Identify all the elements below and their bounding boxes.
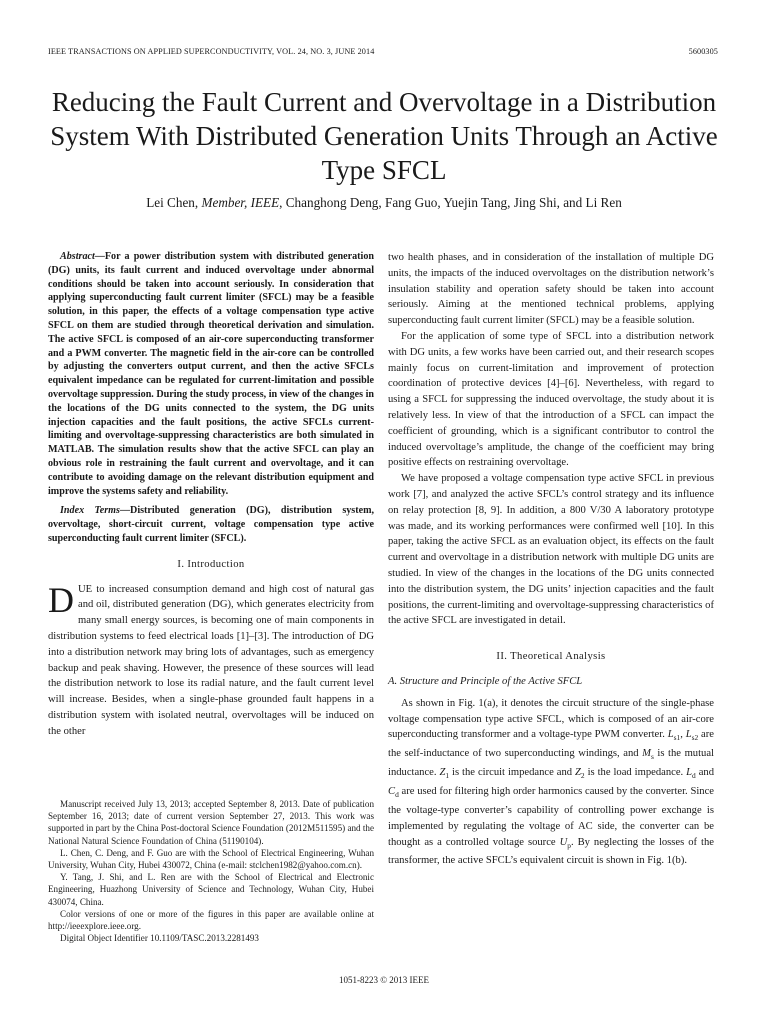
author-rest: , Changhong Deng, Fang Guo, Yuejin Tang, Jing Shi, and Li Ren bbox=[279, 195, 622, 210]
subsection-heading: A. Structure and Principle of the Active SFCL bbox=[388, 675, 583, 687]
symbol-ls2: L bbox=[685, 729, 692, 741]
intro-text: UE to increased consumption demand and high cost of natural gas and oil, distributed generation (DG), which generates electricity from many small energy sources, is becoming one of main components in distribution systems to feed electrical loads [1]–[3]. The introduction of DG into a distribution network may bring lots of advantages, such as emergency backup and peak shaving. However, the presence of these sources will lead the distribution network to lose its radial nature, and the fault current level will increase. Besides, when a single-phase grounded fault happens in a distribution system with isolated neutral, overvoltages will be induced on the other bbox=[48, 583, 374, 737]
theory-text-c: is the mutual inductance. bbox=[388, 748, 714, 779]
abstract bbox=[48, 250, 374, 498]
left-column bbox=[48, 250, 374, 740]
theory-text-a: As shown in Fig. 1(a), it denotes the circuit structure of the single-phase voltage compensation type active SFCL, which is composed of an air-core superconducting transformer and a voltage-type PWM converter. bbox=[388, 697, 714, 741]
right-paragraph-2: For the application of some type of SFCL into a distribution network with DG units, a few works have been carried out, and their research scopes mainly focus on current-limitation and improvement of protection coordination of protective devices [4]–[6]. Nevertheless, with regard to using a SFCL for suppressing the induced overvoltage, the study about it is relatively less. In view of that the introduction of a SFCL can impact the coefficient of grounding, which is a significant contributor to control the induced overvoltage’s amplitude, the change of the coefficient may bring positive effects on restraining overvoltage. bbox=[388, 330, 714, 469]
footnote-doi: Digital Object Identifier 10.1109/TASC.2013.2281493 bbox=[60, 933, 259, 944]
symbol-up-sub: p bbox=[567, 840, 571, 850]
theory-text-e: is the load impedance. bbox=[584, 767, 687, 779]
symbol-ls1-sub: s1 bbox=[673, 733, 681, 743]
theory-text-d: is the circuit impedance and bbox=[449, 767, 576, 779]
footnote-manuscript: Manuscript received July 13, 2013; accepted September 8, 2013. Date of publication September 16, 2013; date of current version September 27, 2013. This work was supported in part by the China Post-doctoral Science Foundation (2012M511595) and the National Natural Science Foundation of China (51190104). bbox=[48, 799, 374, 846]
symbol-ld: L bbox=[686, 767, 693, 779]
theory-paragraph bbox=[388, 696, 714, 870]
symbol-cd: C bbox=[388, 786, 396, 798]
symbol-ls1: L bbox=[667, 729, 674, 741]
symbol-cd-sub: d bbox=[395, 790, 399, 800]
author-line bbox=[40, 195, 728, 211]
index-terms-label: Index Terms bbox=[60, 505, 120, 517]
copyright-footer: 1051-8223 © 2013 IEEE bbox=[338, 975, 430, 985]
symbol-ld-sub: d bbox=[692, 771, 696, 781]
drop-cap: D bbox=[48, 579, 74, 620]
index-terms bbox=[48, 504, 374, 545]
footnote-affiliation-2: Y. Tang, J. Shi, and L. Ren are with the School of Electrical and Electronic Engineering, Huazhong University of Science and Technology, Wuhan City, Hubei 430074, China. bbox=[48, 872, 374, 907]
right-paragraph-1: two health phases, and in consideration of the installation of multiple DG units, the impacts of the induced overvoltages on the distribution network’s insulation stability and operation safety should be taken into account seriously. Aiming at the mentioned technical problems, applying superconducting fault current limiter (SFCL) may be a feasible solution. bbox=[388, 252, 714, 327]
symbol-ms: M bbox=[642, 748, 651, 760]
symbol-ms-sub: s bbox=[650, 752, 654, 762]
section-heading-introduction: I. Introduction bbox=[177, 558, 245, 570]
right-paragraph-3: We have proposed a voltage compensation type active SFCL in previous work [7], and analyzed the active SFCL’s control strategy and its influence on relay protection [8, 9]. In addition, a 800 V/30 A laboratory prototype was made, and its working performances were confirmed well [10]. In this paper, taking the active SFCL as an evaluation object, its effects on the fault current and overvoltage in a distribution network with multiple DG units are studied. In view of the changes in the locations of the DG units connected into the distribution system, the DG units’ injection capacities and the fault positions, the current-limiting and overvoltage-suppressing characteristics of the active SFCL are investigated in detail. bbox=[388, 473, 714, 627]
paper-title: Reducing the Fault Current and Overvoltage in a Distribution System With Distributed Generation Units Through an Active Type SFCL bbox=[50, 87, 718, 185]
right-column bbox=[388, 250, 714, 869]
symbol-z1-sub: 1 bbox=[445, 771, 450, 781]
symbol-z2: Z bbox=[575, 767, 581, 779]
running-header-journal: IEEE TRANSACTIONS ON APPLIED SUPERCONDUCTIVITY, VOL. 24, NO. 3, JUNE 2014 bbox=[48, 47, 375, 56]
abstract-text: —For a power distribution system with distributed generation (DG) units, its fault current and induced overvoltage under abnormal conditions should be taken into account seriously. In consideration that applying superconducting fault current limiter (SFCL) may be a feasible solution, in this paper, the effects of a voltage compensation type active SFCL on them are studied through theoretical derivation and simulation. The active SFCL is composed of an air-core superconducting transformer and a PWM converter. The magnetic field in the air-core can be controlled by adjusting the converters output current, and then the active SFCLs equivalent impedance can be regulated for current-limitation and possible overvoltage suppression. During the study process, in view of the changes in the locations of the DG units connected to the system, the DG units injection capacities and the fault positions, the active SFCLs current-limiting and overvoltage-suppressing characteristics are both simulated in MATLAB. The simulation results show that the active SFCL can play an obvious role in restraining the fault current and overvoltage, and it can contribute to avoiding damage on the relevant distribution equipment and improve the systems safety and reliability. bbox=[48, 251, 374, 497]
footnotes bbox=[48, 798, 374, 944]
author-first: Lei Chen, bbox=[146, 195, 202, 210]
footnote-color: Color versions of one or more of the figures in this paper are available online at http://ieeexplore.ieee.org. bbox=[48, 908, 374, 932]
index-terms-text: —Distributed generation (DG), distribution system, overvoltage, short-circuit current, voltage compensation type active superconducting fault current limiter (SFCL). bbox=[48, 505, 374, 544]
theory-comma: , bbox=[680, 729, 686, 741]
intro-paragraph bbox=[48, 579, 374, 740]
author-first-title: Member, IEEE bbox=[201, 195, 280, 210]
footnote-affiliation-1: L. Chen, C. Deng, and F. Guo are with the School of Electrical Engineering, Wuhan University, Wuhan City, Hubei 430072, China (e-mail: stclchen1982@yahoo.com.cn). bbox=[48, 847, 374, 871]
symbol-ls2-sub: s2 bbox=[691, 733, 699, 743]
section-heading-theory: II. Theoretical Analysis bbox=[496, 651, 606, 663]
theory-text-b: are the self-inductance of two superconducting windings, and bbox=[388, 729, 714, 760]
symbol-z2-sub: 2 bbox=[580, 771, 585, 781]
symbol-up: U bbox=[559, 836, 568, 848]
theory-and: and bbox=[695, 767, 714, 779]
running-header-page-id: 5600305 bbox=[688, 47, 718, 56]
theory-text-f: are used for filtering high order harmonics caused by the converter. Since the voltage-type converter’s capability of controlling power exchange is implemented by regulating the voltage of AC side, the converter can be thought as a controlled voltage source bbox=[388, 786, 714, 848]
theory-text-g: . By neglecting the losses of the transformer, the active SFCL’s equivalent circuit is shown in Fig. 1(b). bbox=[388, 836, 714, 867]
symbol-z1: Z bbox=[439, 767, 446, 779]
abstract-label: Abstract bbox=[60, 251, 95, 262]
